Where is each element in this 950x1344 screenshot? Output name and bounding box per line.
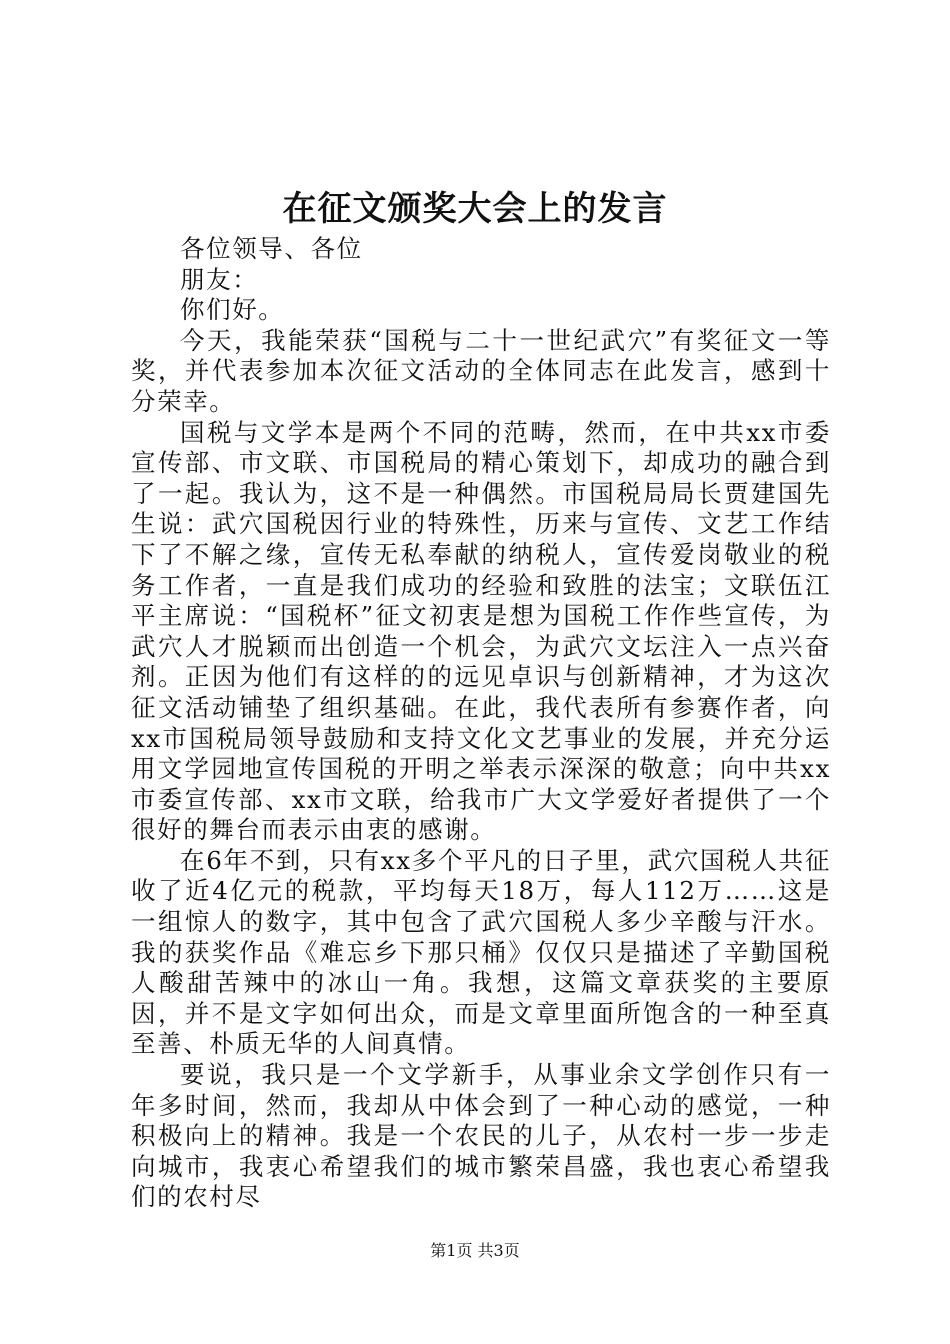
document-body bbox=[131, 234, 831, 1213]
body-paragraph: 国税与文学本是两个不同的范畴，然而，在中共xx市委宣传部、市文联、市国税局的精心策划下，却成功的融合到了一起。我认为，这不是一种偶然。市国税局局长贾建国先生说：武穴国税因行业的特殊性，历来与宣传、文艺工作结下了不解之缘，宣传无私奉献的纳税人，宣传爱岗敬业的税务工作者，一直是我们成功的经验和致胜的法宝；文联伍江平主席说：“国税杯”征文初衷是想为国税工作作些宣传，为武穴人才脱颖而出创造一个机会，为武穴文坛注入一点兴奋剂。正因为他们有这样的的远见卓识与创新精神，才为这次征文活动铺垫了组织基础。在此，我代表所有参赛作者，向xx市国税局领导鼓励和支持文化文艺事业的发展，并充分运用文学园地宣传国税的开明之举表示深深的敬意；向中共xx市委宣传部、xx市文联，给我市广大文学爱好者提供了一个很好的舞台而表示由衷的感谢。 bbox=[131, 417, 831, 845]
greeting: 你们好。 bbox=[180, 295, 285, 325]
body-paragraph: 今天，我能荣获“国税与二十一世纪武穴”有奖征文一等奖，并代表参加本次征文活动的全体同志在此发言，感到十分荣幸。 bbox=[131, 325, 831, 416]
salutation-line-2: 朋友： bbox=[180, 264, 259, 294]
salutation-line-1: 各位领导、各位 bbox=[180, 234, 363, 263]
body-paragraph: 在6年不到，只有xx多个平凡的日子里，武穴国税人共征收了近4亿元的税款，平均每天18万，每人112万……这是一组惊人的数字，其中包含了武穴国税人多少辛酸与汗水。我的获奖作品《难忘乡下那只桶》仅仅只是描述了辛勤国税人酸甜苦辣中的冰山一角。我想，这篇文章获奖的主要原因，并不是文字如何出众，而是文章里面所饱含的一种至真至善、朴质无华的人间真情。 bbox=[131, 845, 831, 1059]
page-number-footer: 第1页 共3页 bbox=[430, 1241, 520, 1260]
body-paragraph: 要说，我只是一个文学新手，从事业余文学创作只有一年多时间，然而，我却从中体会到了一种心动的感觉，一种积极向上的精神。我是一个农民的儿子，从农村一步一步走向城市，我衷心希望我们的城市繁荣昌盛，我也衷心希望我们的农村尽 bbox=[131, 1060, 831, 1212]
document-title: 在征文颁奖大会上的发言 bbox=[282, 189, 668, 229]
